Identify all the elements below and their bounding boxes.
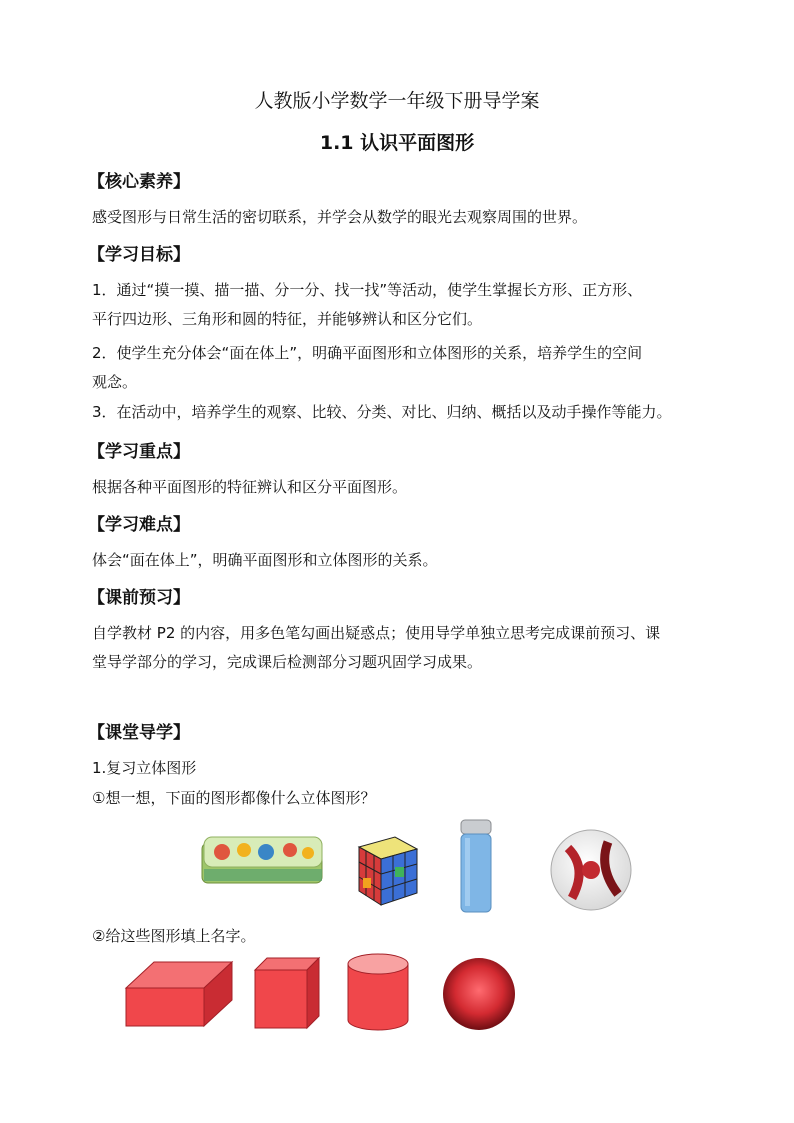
- objective-line: 1．通过“摸一摸、描一描、分一分、找一找”等活动，使学生掌握长方形、正方形、: [92, 281, 643, 299]
- objective-line: 2．使学生充分体会“面在体上”，明确平面图形和立体图形的关系，培养学生的空间: [92, 344, 643, 362]
- sphere-shape: [440, 956, 518, 1032]
- key-points-text: 根据各种平面图形的特征辨认和区分平面图形。: [92, 478, 408, 496]
- preview-line: 堂导学部分的学习，完成课后检测部分习题巩固学习成果。: [92, 653, 483, 671]
- difficulties-text: 体会“面在体上”，明确平面图形和立体图形的关系。: [92, 551, 438, 569]
- rubiks-cube-image: [355, 833, 421, 909]
- objective-line: 3．在活动中，培养学生的观察、比较、分类、对比、归纳、概括以及动手操作等能力。: [92, 403, 672, 421]
- section-heading-difficulties: 【学习难点】: [88, 515, 190, 535]
- lesson-title: 1.1 认识平面图形: [319, 132, 475, 154]
- cylinder-shape: [346, 952, 410, 1032]
- preview-line: 自学教材 P2 的内容，用多色笔勾画出疑惑点；使用导学单独立思考完成课前预习、课: [92, 624, 661, 642]
- cube-shape: [253, 956, 321, 1030]
- question-2: ②给这些图形填上名字。: [92, 927, 256, 945]
- question-1: ①想一想，下面的图形都像什么立体图形？: [92, 789, 376, 807]
- bottle-image: [458, 818, 494, 914]
- document-title: 人教版小学数学一年级下册导学案: [254, 90, 540, 112]
- section-heading-objectives: 【学习目标】: [88, 245, 190, 265]
- cuboid-shape: [124, 958, 234, 1028]
- soccer-ball-image: [548, 828, 634, 912]
- section-heading-key-points: 【学习重点】: [88, 442, 190, 462]
- tin-box-image: [200, 835, 326, 885]
- section-heading-preview: 【课前预习】: [88, 588, 190, 608]
- classroom-item-review: 1.复习立体图形: [92, 759, 197, 777]
- section-heading-core-literacy: 【核心素养】: [88, 172, 190, 192]
- objective-line: 观念。: [92, 373, 138, 391]
- section-heading-classroom: 【课堂导学】: [88, 723, 190, 743]
- core-literacy-text: 感受图形与日常生活的密切联系，并学会从数学的眼光去观察周围的世界。: [92, 208, 588, 226]
- objective-line: 平行四边形、三角形和圆的特征，并能够辨认和区分它们。: [92, 310, 483, 328]
